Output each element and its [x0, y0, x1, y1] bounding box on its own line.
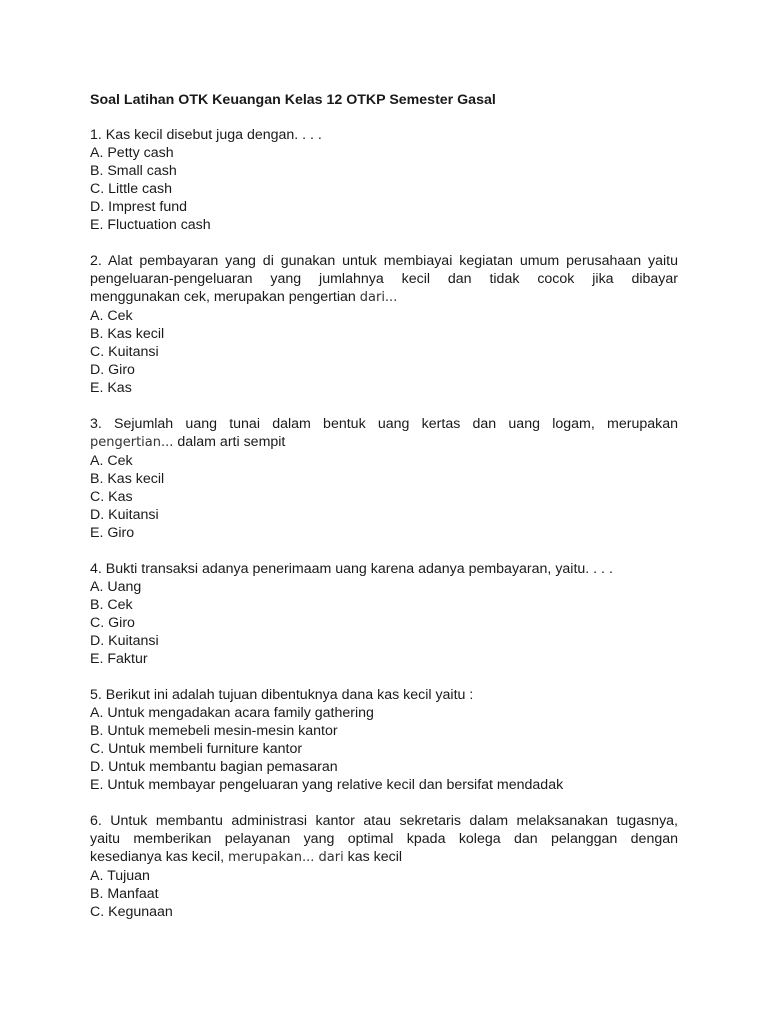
answer-option: A. Cek [90, 453, 133, 469]
answer-option: A. Uang [90, 579, 142, 595]
question-line [90, 270, 678, 288]
question-text-part: yaitu memberikan pelayanan yang optimal kpada kolega dan pelanggan dengan [90, 831, 678, 847]
answer-option: C. Kuitansi [90, 344, 159, 360]
question-line [90, 415, 678, 433]
question-line [90, 288, 678, 307]
answer-option: D. Giro [90, 362, 135, 378]
answer-option: E. Faktur [90, 651, 148, 667]
question-text [90, 560, 678, 578]
answer-option: E. Kas [90, 380, 132, 396]
question-line [90, 830, 678, 848]
question-text-part: menggunakan cek, merupakan pengertian [90, 289, 360, 305]
answer-option: C. Untuk membeli furniture kantor [90, 741, 303, 757]
question-line [90, 848, 678, 867]
answer-option: B. Manfaat [90, 886, 159, 902]
question-text-part: 1. Kas kecil disebut juga dengan. . . . [90, 127, 322, 143]
answer-option: C. Kegunaan [90, 904, 173, 920]
question-text [90, 126, 678, 144]
question-text-part: dalam arti sempit [173, 434, 286, 450]
question-blank-text: dari... [359, 290, 398, 305]
question-line [90, 812, 678, 830]
answer-option: B. Untuk memebeli mesin-mesin kantor [90, 723, 338, 739]
question-line [90, 560, 678, 578]
question-list [90, 126, 678, 921]
answer-option: C. Kas [90, 489, 133, 505]
answer-option: B. Kas kecil [90, 471, 165, 487]
answer-option: B. Small cash [90, 163, 177, 179]
question-text-part: pengeluaran-pengeluaran yang jumlahnya kecil dan tidak cocok jika dibayar [90, 271, 678, 287]
question-2 [90, 252, 678, 397]
answer-option: A. Untuk mengadakan acara family gathering [90, 705, 374, 721]
question-text [90, 252, 678, 307]
question-text-part: 4. Bukti transaksi adanya penerimaam uang karena adanya pembayaran, yaitu. . . . [90, 561, 613, 577]
question-4 [90, 560, 678, 668]
question-5 [90, 686, 678, 794]
answer-option: E. Fluctuation cash [90, 217, 211, 233]
question-1 [90, 126, 678, 234]
question-3 [90, 415, 678, 542]
question-6 [90, 812, 678, 921]
question-text-part: kas kecil [343, 849, 403, 865]
answer-option: B. Cek [90, 597, 133, 613]
answer-option: D. Untuk membantu bagian pemasaran [90, 759, 338, 775]
question-text-part: 2. Alat pembayaran yang di gunakan untuk membiayai kegiatan umum perusahaan yaitu [90, 253, 678, 269]
answer-option: A. Cek [90, 308, 133, 324]
question-line [90, 686, 678, 704]
answer-option: D. Kuitansi [90, 507, 159, 523]
document-body [90, 91, 678, 939]
question-text [90, 415, 678, 452]
question-blank-text: pengertian... [90, 435, 174, 450]
question-text-part: 6. Untuk membantu administrasi kantor atau sekretaris dalam melaksanakan tugasnya, [90, 813, 678, 829]
answer-option: E. Giro [90, 525, 135, 541]
answer-option: B. Kas kecil [90, 326, 165, 342]
answer-option: C. Giro [90, 615, 135, 631]
answer-option: C. Little cash [90, 181, 173, 197]
question-text-part: 3. Sejumlah uang tunai dalam bentuk uang kertas dan uang logam, merupakan [90, 416, 678, 432]
question-text [90, 686, 678, 704]
question-text [90, 812, 678, 867]
answer-option: E. Untuk membayar pengeluaran yang relative kecil dan bersifat mendadak [90, 777, 564, 793]
question-line [90, 433, 678, 452]
answer-option: D. Kuitansi [90, 633, 159, 649]
question-blank-text: merupakan... dari [228, 850, 344, 865]
answer-option: A. Petty cash [90, 145, 174, 161]
answer-option: A. Tujuan [90, 868, 150, 884]
document-title: Soal Latihan OTK Keuangan Kelas 12 OTKP Semester Gasal [90, 92, 496, 108]
question-line [90, 126, 678, 144]
question-text-part: 5. Berikut ini adalah tujuan dibentuknya dana kas kecil yaitu : [90, 687, 474, 703]
question-text-part: kesedianya kas kecil, [90, 849, 229, 865]
question-line [90, 252, 678, 270]
answer-option: D. Imprest fund [90, 199, 187, 215]
